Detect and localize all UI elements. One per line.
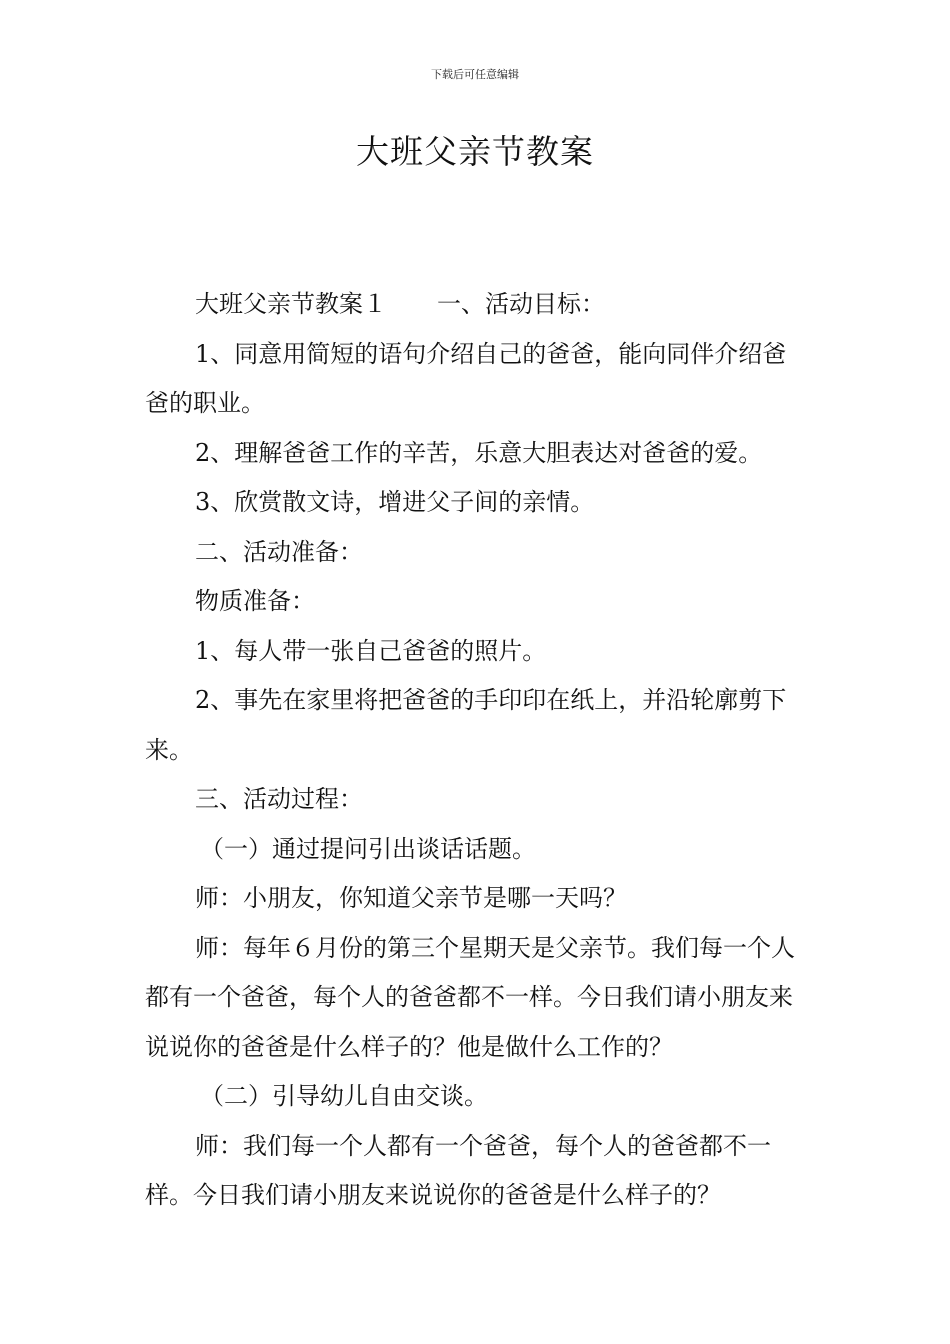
paragraph: 师：我们每一个人都有一个爸爸，每个人的爸爸都不一样。今日我们请小朋友来说说你的爸爸是什么样子的？ — [145, 1131, 771, 1209]
paragraph: 物质准备： — [195, 587, 315, 615]
section-heading-process: 三、活动过程： — [195, 785, 363, 813]
subsection-heading: （一）通过提问引出谈话话题。 — [200, 834, 536, 863]
paragraph: 1、同意用简短的语句介绍自己的爸爸，能向同伴介绍爸爸的职业。 — [145, 339, 787, 417]
paragraph: 1、每人带一张自己爸爸的照片。 — [195, 636, 547, 665]
lesson-plan-label: 大班父亲节教案１ — [195, 290, 387, 318]
document-title: 大班父亲节教案 — [356, 132, 594, 171]
subsection-heading: （二）引导幼儿自由交谈。 — [200, 1082, 488, 1110]
paragraph: 师：小朋友，你知道父亲节是哪一天吗？ — [195, 884, 627, 912]
section-heading-preparation: 二、活动准备： — [195, 537, 363, 566]
paragraph: 2、事先在家里将把爸爸的手印印在纸上，并沿轮廓剪下来。 — [145, 686, 787, 764]
paragraph: 师：每年６月份的第三个星期天是父亲节。我们每一个人都有一个爸爸，每个人的爸爸都不一样。今日我们请小朋友来说说你的爸爸是什么样子的？他是做什么工作的？ — [145, 933, 795, 1061]
document-body — [145, 280, 809, 1221]
paragraph: 2、理解爸爸工作的辛苦，乐意大胆表达对爸爸的爱。 — [195, 438, 763, 467]
section-heading-goals: 一、活动目标： — [437, 290, 605, 318]
page-header-note: 下载后可任意编辑 — [431, 68, 519, 81]
paragraph: 3、欣赏散文诗，增进父子间的亲情。 — [195, 488, 595, 516]
paragraph-heading-line — [145, 280, 809, 330]
